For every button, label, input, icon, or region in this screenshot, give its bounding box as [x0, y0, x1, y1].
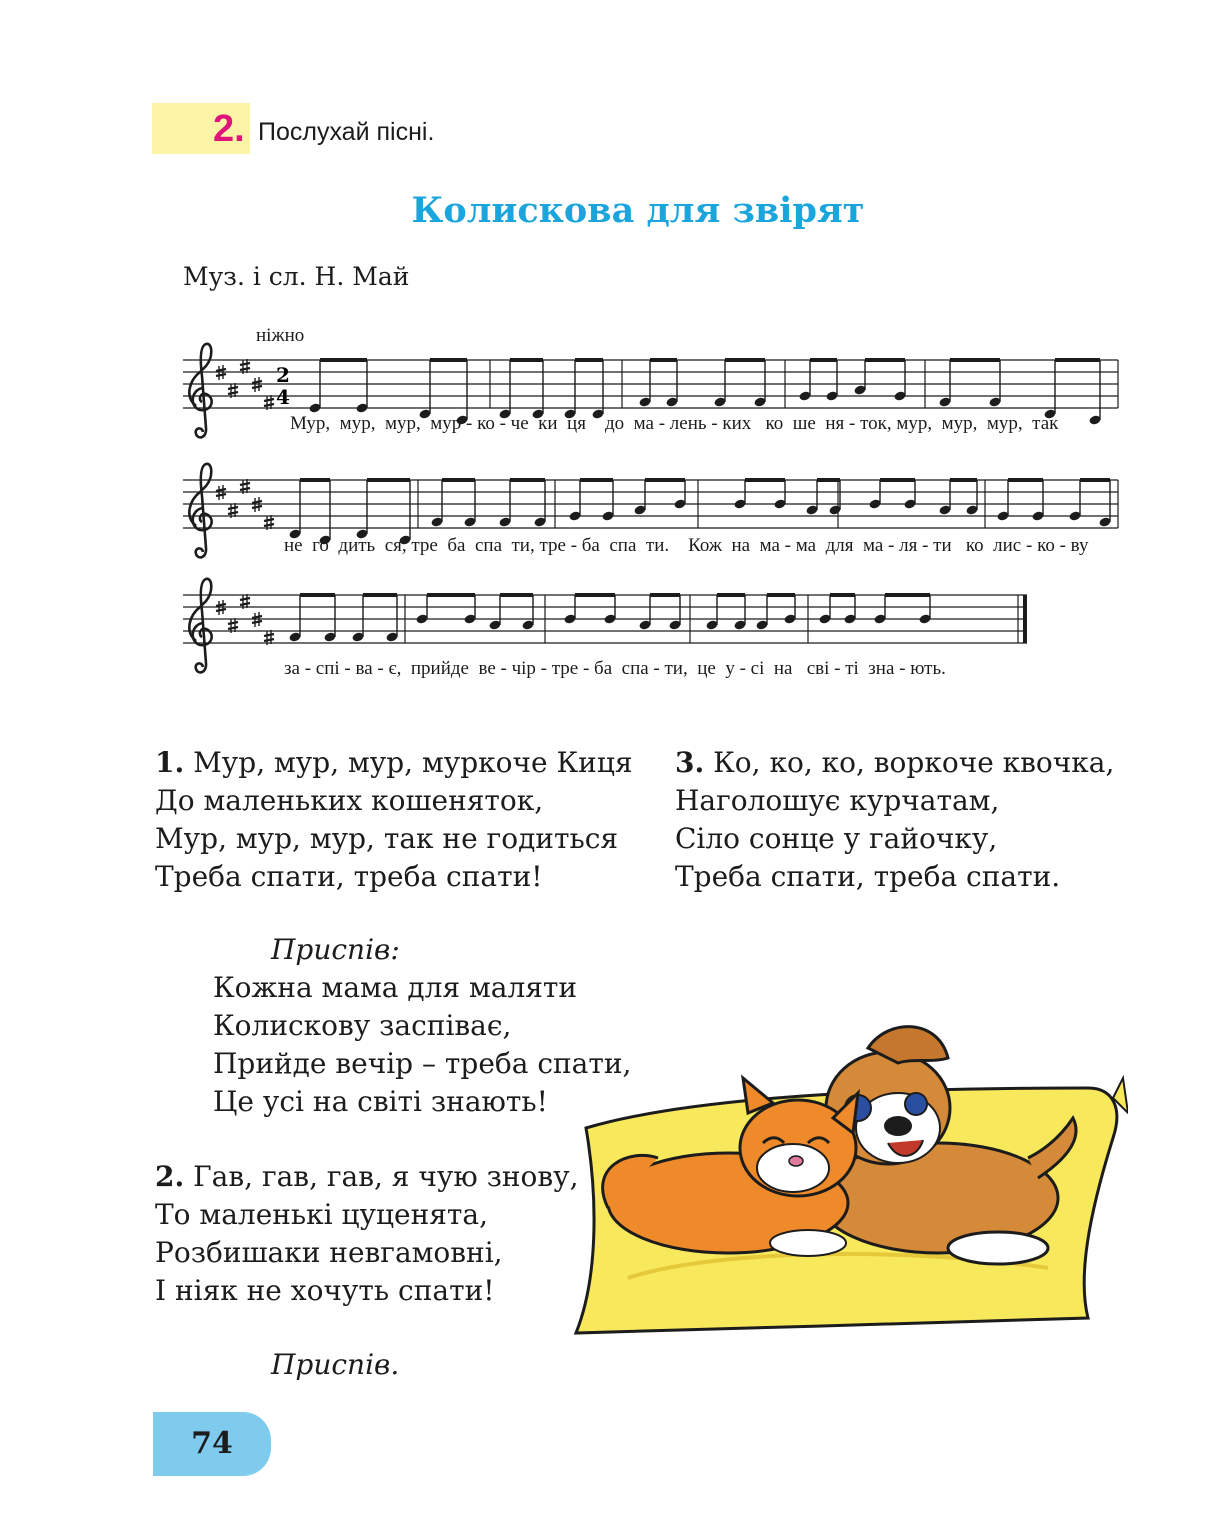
task-number: 2.	[213, 108, 245, 150]
staff-lyrics-2: не го дить ся, тре ба спа ти, тре - ба спа ти. Кож на ма - ма для ма - ля - ти ко лис - ко - ву	[284, 535, 1089, 556]
song-title: Колискова для звірят	[411, 190, 865, 231]
chorus-line: Кожна мама для маляти	[213, 971, 578, 1004]
verse-line: Треба спати, треба спати!	[155, 860, 543, 893]
chorus-line: Це усі на світі знають!	[213, 1085, 548, 1118]
task-instruction: Послухай пісні.	[258, 118, 435, 146]
verse-line: То маленькі цуценята,	[155, 1198, 488, 1231]
time-sig-bottom: 4	[276, 385, 290, 409]
page-number: 74	[153, 1412, 271, 1476]
verse-number: 2.	[155, 1160, 185, 1193]
verse-line: 1. Мур, мур, мур, муркоче Киця	[155, 746, 633, 779]
staff-lyrics-1: Мур, мур, мур, мур - ко - че ки ця до ма - лень - ких ко ше ня - ток, мур, мур, мур, так	[290, 413, 1059, 434]
chorus-line: Прийде вечір – треба спати,	[213, 1047, 632, 1080]
verse-line: До маленьких кошеняток,	[155, 784, 544, 817]
time-sig-top: 2	[276, 363, 290, 387]
verse-line: Розбишаки невгамовні,	[155, 1236, 503, 1269]
verse-line: Наголошує курчатам,	[675, 784, 1000, 817]
verse-line: Треба спати, треба спати.	[675, 860, 1061, 893]
verse-number: 1.	[155, 746, 185, 779]
song-credit: Муз. і сл. Н. Май	[183, 262, 410, 291]
chorus-label: Приспів:	[271, 933, 400, 966]
staff-lyrics-3: за - спі - ва - є, прийде ве - чір - тре - ба спа - ти, це у - сі на сві - ті зна - ють.	[284, 658, 946, 679]
tempo-marking: ніжно	[256, 325, 305, 346]
verse-line: Мур, мур, мур, так не годиться	[155, 822, 619, 855]
verse-line: 3. Ко, ко, ко, воркоче квочка,	[675, 746, 1115, 779]
verse-number: 3.	[675, 746, 705, 779]
chorus-line: Колискову заспіває,	[213, 1009, 512, 1042]
chorus-reference: Приспів.	[271, 1348, 400, 1381]
verse-line: 2. Гав, гав, гав, я чую знову,	[155, 1160, 579, 1193]
verse-line: Сіло сонце у гайочку,	[675, 822, 998, 855]
verse-line: І ніяк не хочуть спати!	[155, 1274, 495, 1307]
